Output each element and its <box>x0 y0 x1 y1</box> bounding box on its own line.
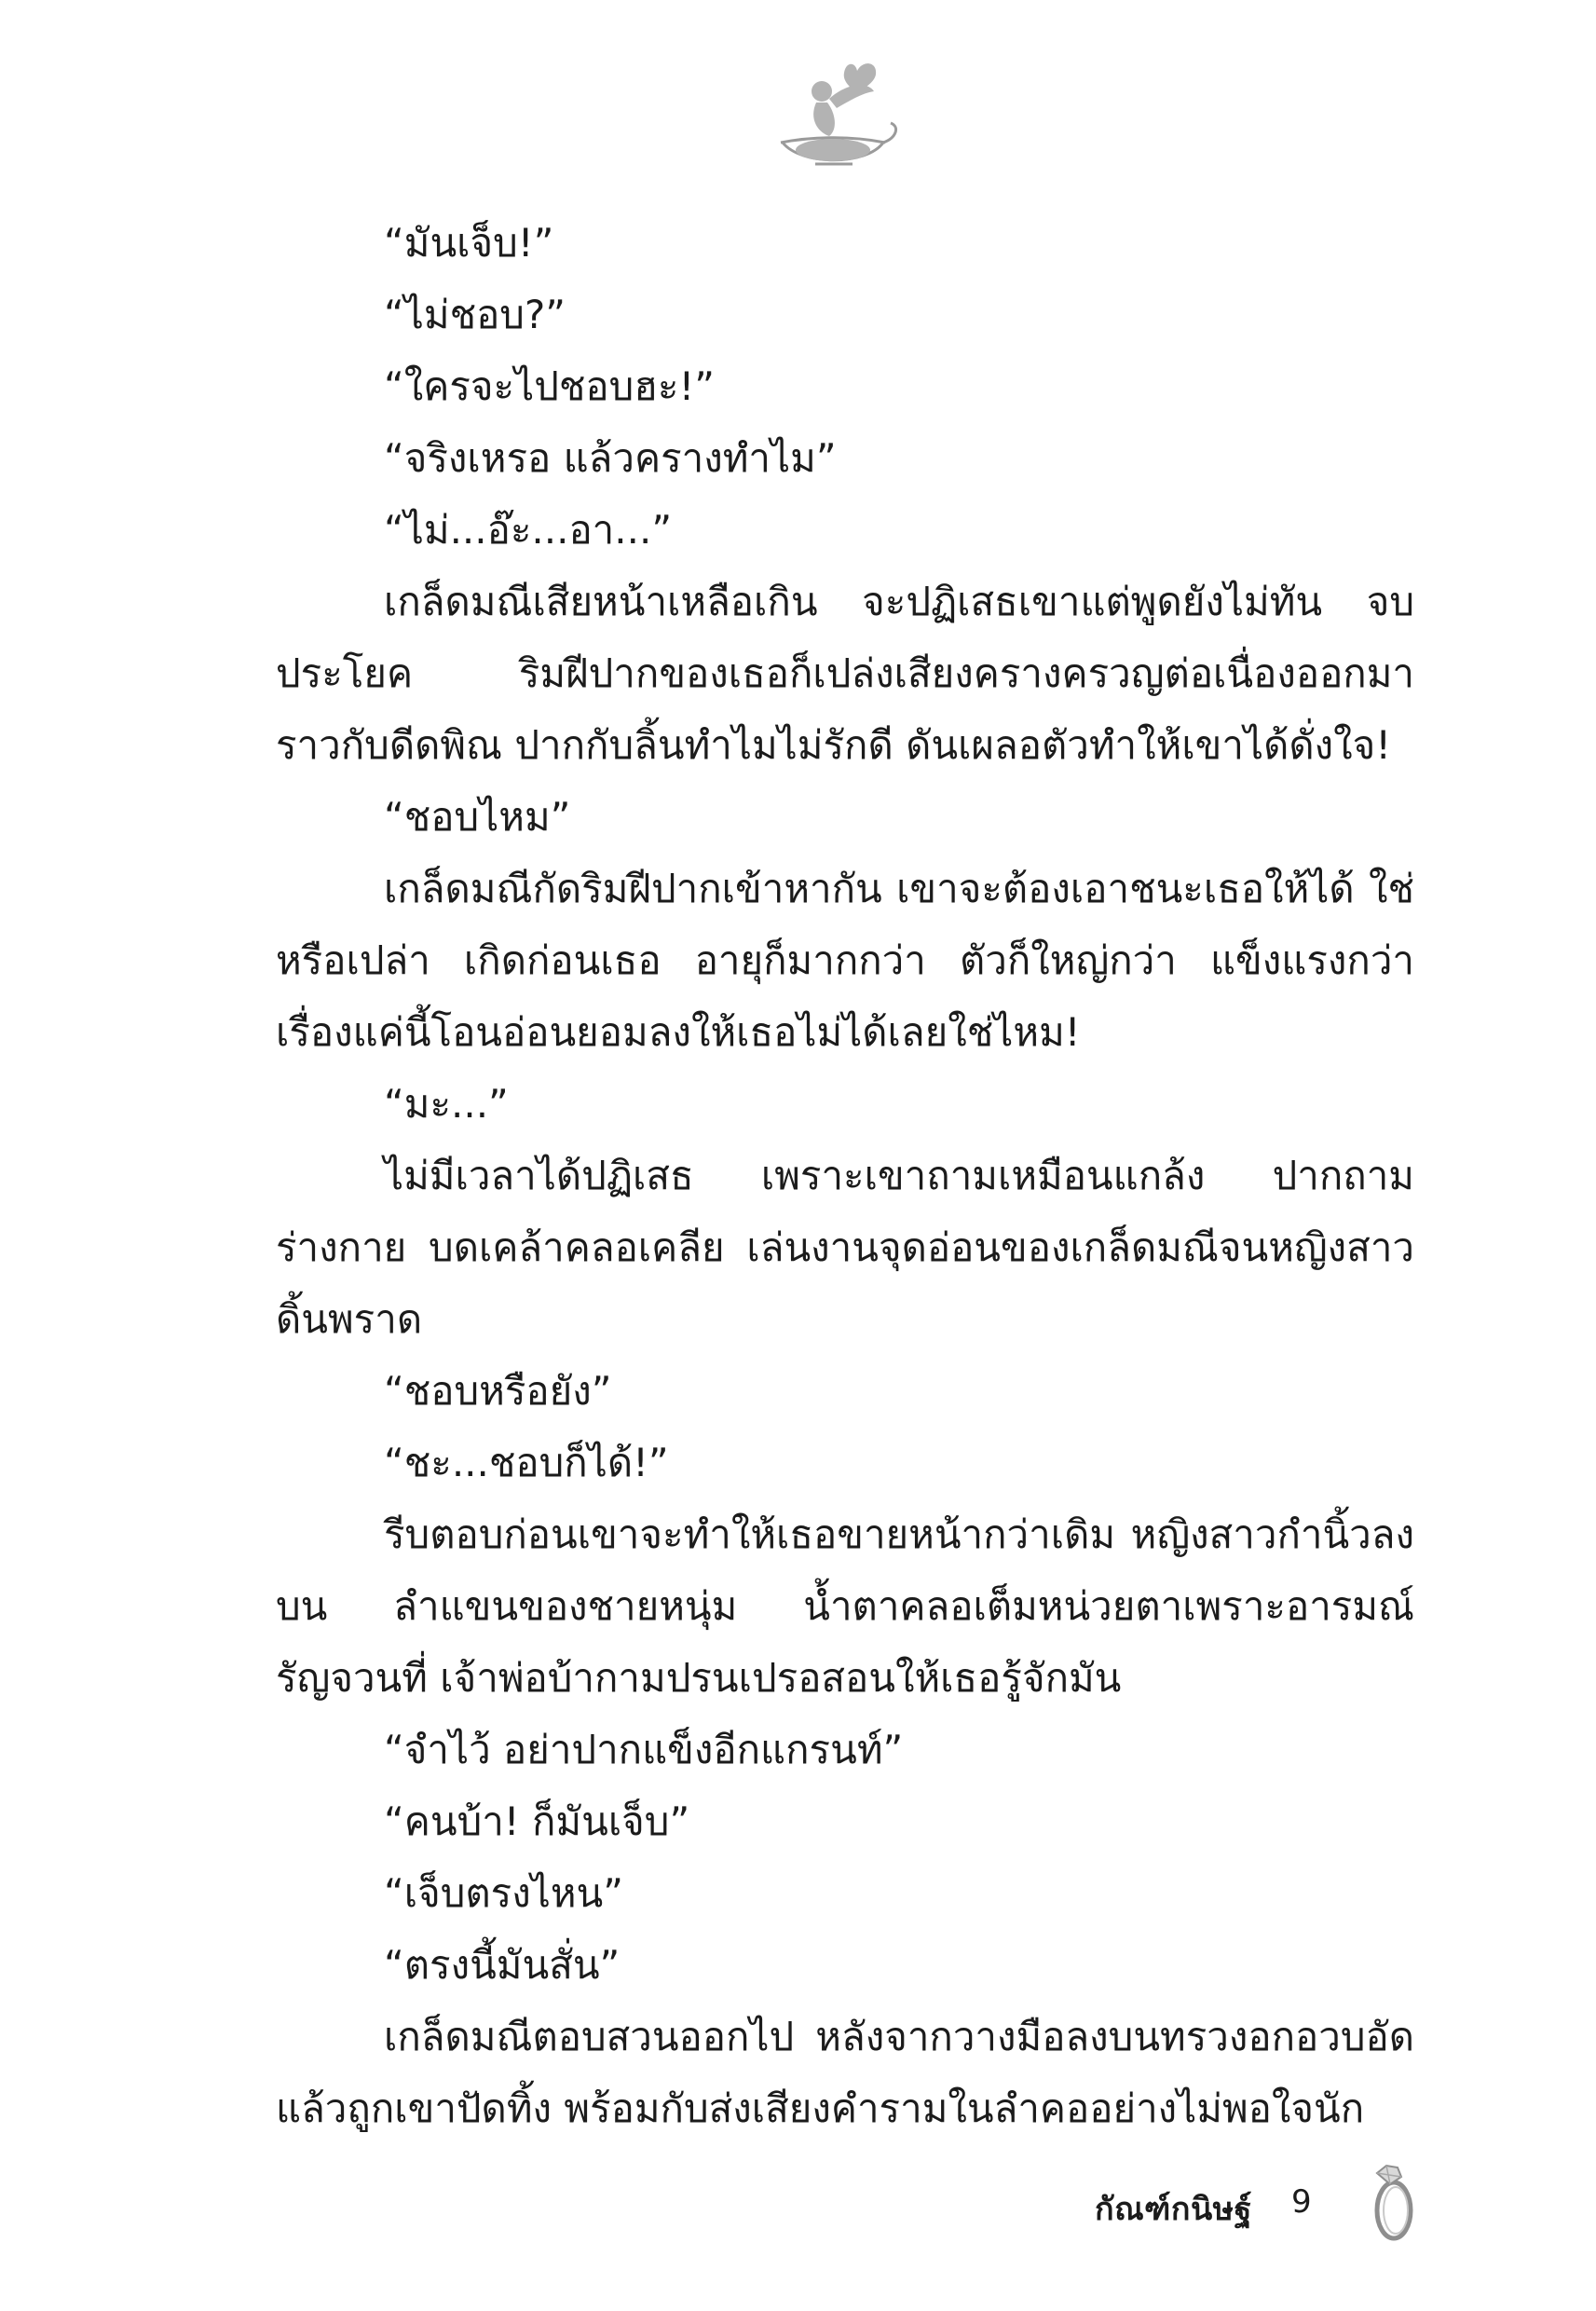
paragraph-16: “เจ็บตรงไหน” <box>384 1870 624 1916</box>
page-footer <box>1044 2162 1435 2246</box>
paragraph-1: “มันเจ็บ!” <box>384 220 554 266</box>
paragraph-12: “ชะ...ชอบก็ได้!” <box>384 1440 669 1485</box>
diamond-ring-icon <box>1366 2162 1425 2246</box>
paragraph-17: “ตรงนี้มันสั่น” <box>384 1942 621 1988</box>
paragraph-15: “คนบ้า! ก็มันเจ็บ” <box>384 1798 690 1844</box>
paragraph-13: รีบตอบก่อนเขาจะทำให้เธอขายหน้ากว่าเดิม หญิงสาวกำนิ้วลงบน ลำแขนของชายหนุ่ม น้ำตาคลอเต็มหน่วยตาเพราะอารมณ์รัญจวนที่ เจ้าพ่อบ้ากามปรนเปรอสอนให้เธอรู้จักมัน <box>276 1511 1414 1701</box>
paragraph-11: “ชอบหรือยัง” <box>384 1368 612 1414</box>
paragraph-18: เกล็ดมณีตอบสวนออกไป หลังจากวางมือลงบนทรวงอกอวบอัด แล้วถูกเขาปัดทิ้ง พร้อมกับส่งเสียงคำรามในลำคออย่างไม่พอใจนัก <box>276 2014 1414 2131</box>
paragraph-10: ไม่มีเวลาได้ปฏิเสธ เพราะเขาถามเหมือนแกล้ง ปากถาม ร่างกาย บดเคล้าคลอเคลีย เล่นงานจุดอ่อนของเกล็ดมณีจนหญิงสาวดิ้นพราด <box>276 1153 1414 1342</box>
paragraph-9: “มะ...” <box>384 1081 509 1127</box>
paragraph-2: “ไม่ชอบ?” <box>384 292 566 337</box>
page-number: 9 <box>1291 2183 1312 2221</box>
paragraph-14: “จำไว้ อย่าปากแข็งอีกแกรนท์” <box>384 1727 904 1772</box>
paragraph-6: เกล็ดมณีเสียหน้าเหลือเกิน จะปฏิเสธเขาแต่พูดยังไม่ทัน จบประโยค ริมฝีปากของเธอก็เปล่งเสียงครางครวญต่อเนื่องออกมา ราวกับดีดพิณ ปากกับลิ้นทำไมไม่รักดี ดันเผลอตัวทำให้เขาได้ดั่งใจ! <box>276 579 1414 768</box>
body-text <box>276 207 1414 2144</box>
book-title: กัณฑ์กนิษฐ์ <box>1095 2191 1252 2228</box>
paragraph-4: “จริงเหรอ แล้วครางทำไม” <box>384 435 837 481</box>
paragraph-3: “ใครจะไปชอบฮะ!” <box>384 363 716 409</box>
paragraph-8: เกล็ดมณีกัดริมฝีปากเข้าหากัน เขาจะต้องเอาชนะเธอให้ได้ ใช่หรือเปล่า เกิดก่อนเธอ อายุก็มากกว่า ตัวก็ใหญ่กว่า แข็งแรงกว่า เรื่องแค่นี้โอนอ่อนยอมลงให้เธอไม่ได้เลยใช่ไหม! <box>276 866 1414 1055</box>
paragraph-5: “ไม่...อ๊ะ...อา...” <box>384 507 673 553</box>
paragraph-7: “ชอบไหม” <box>384 794 571 840</box>
cupid-teapot-ornament-icon <box>764 54 904 175</box>
